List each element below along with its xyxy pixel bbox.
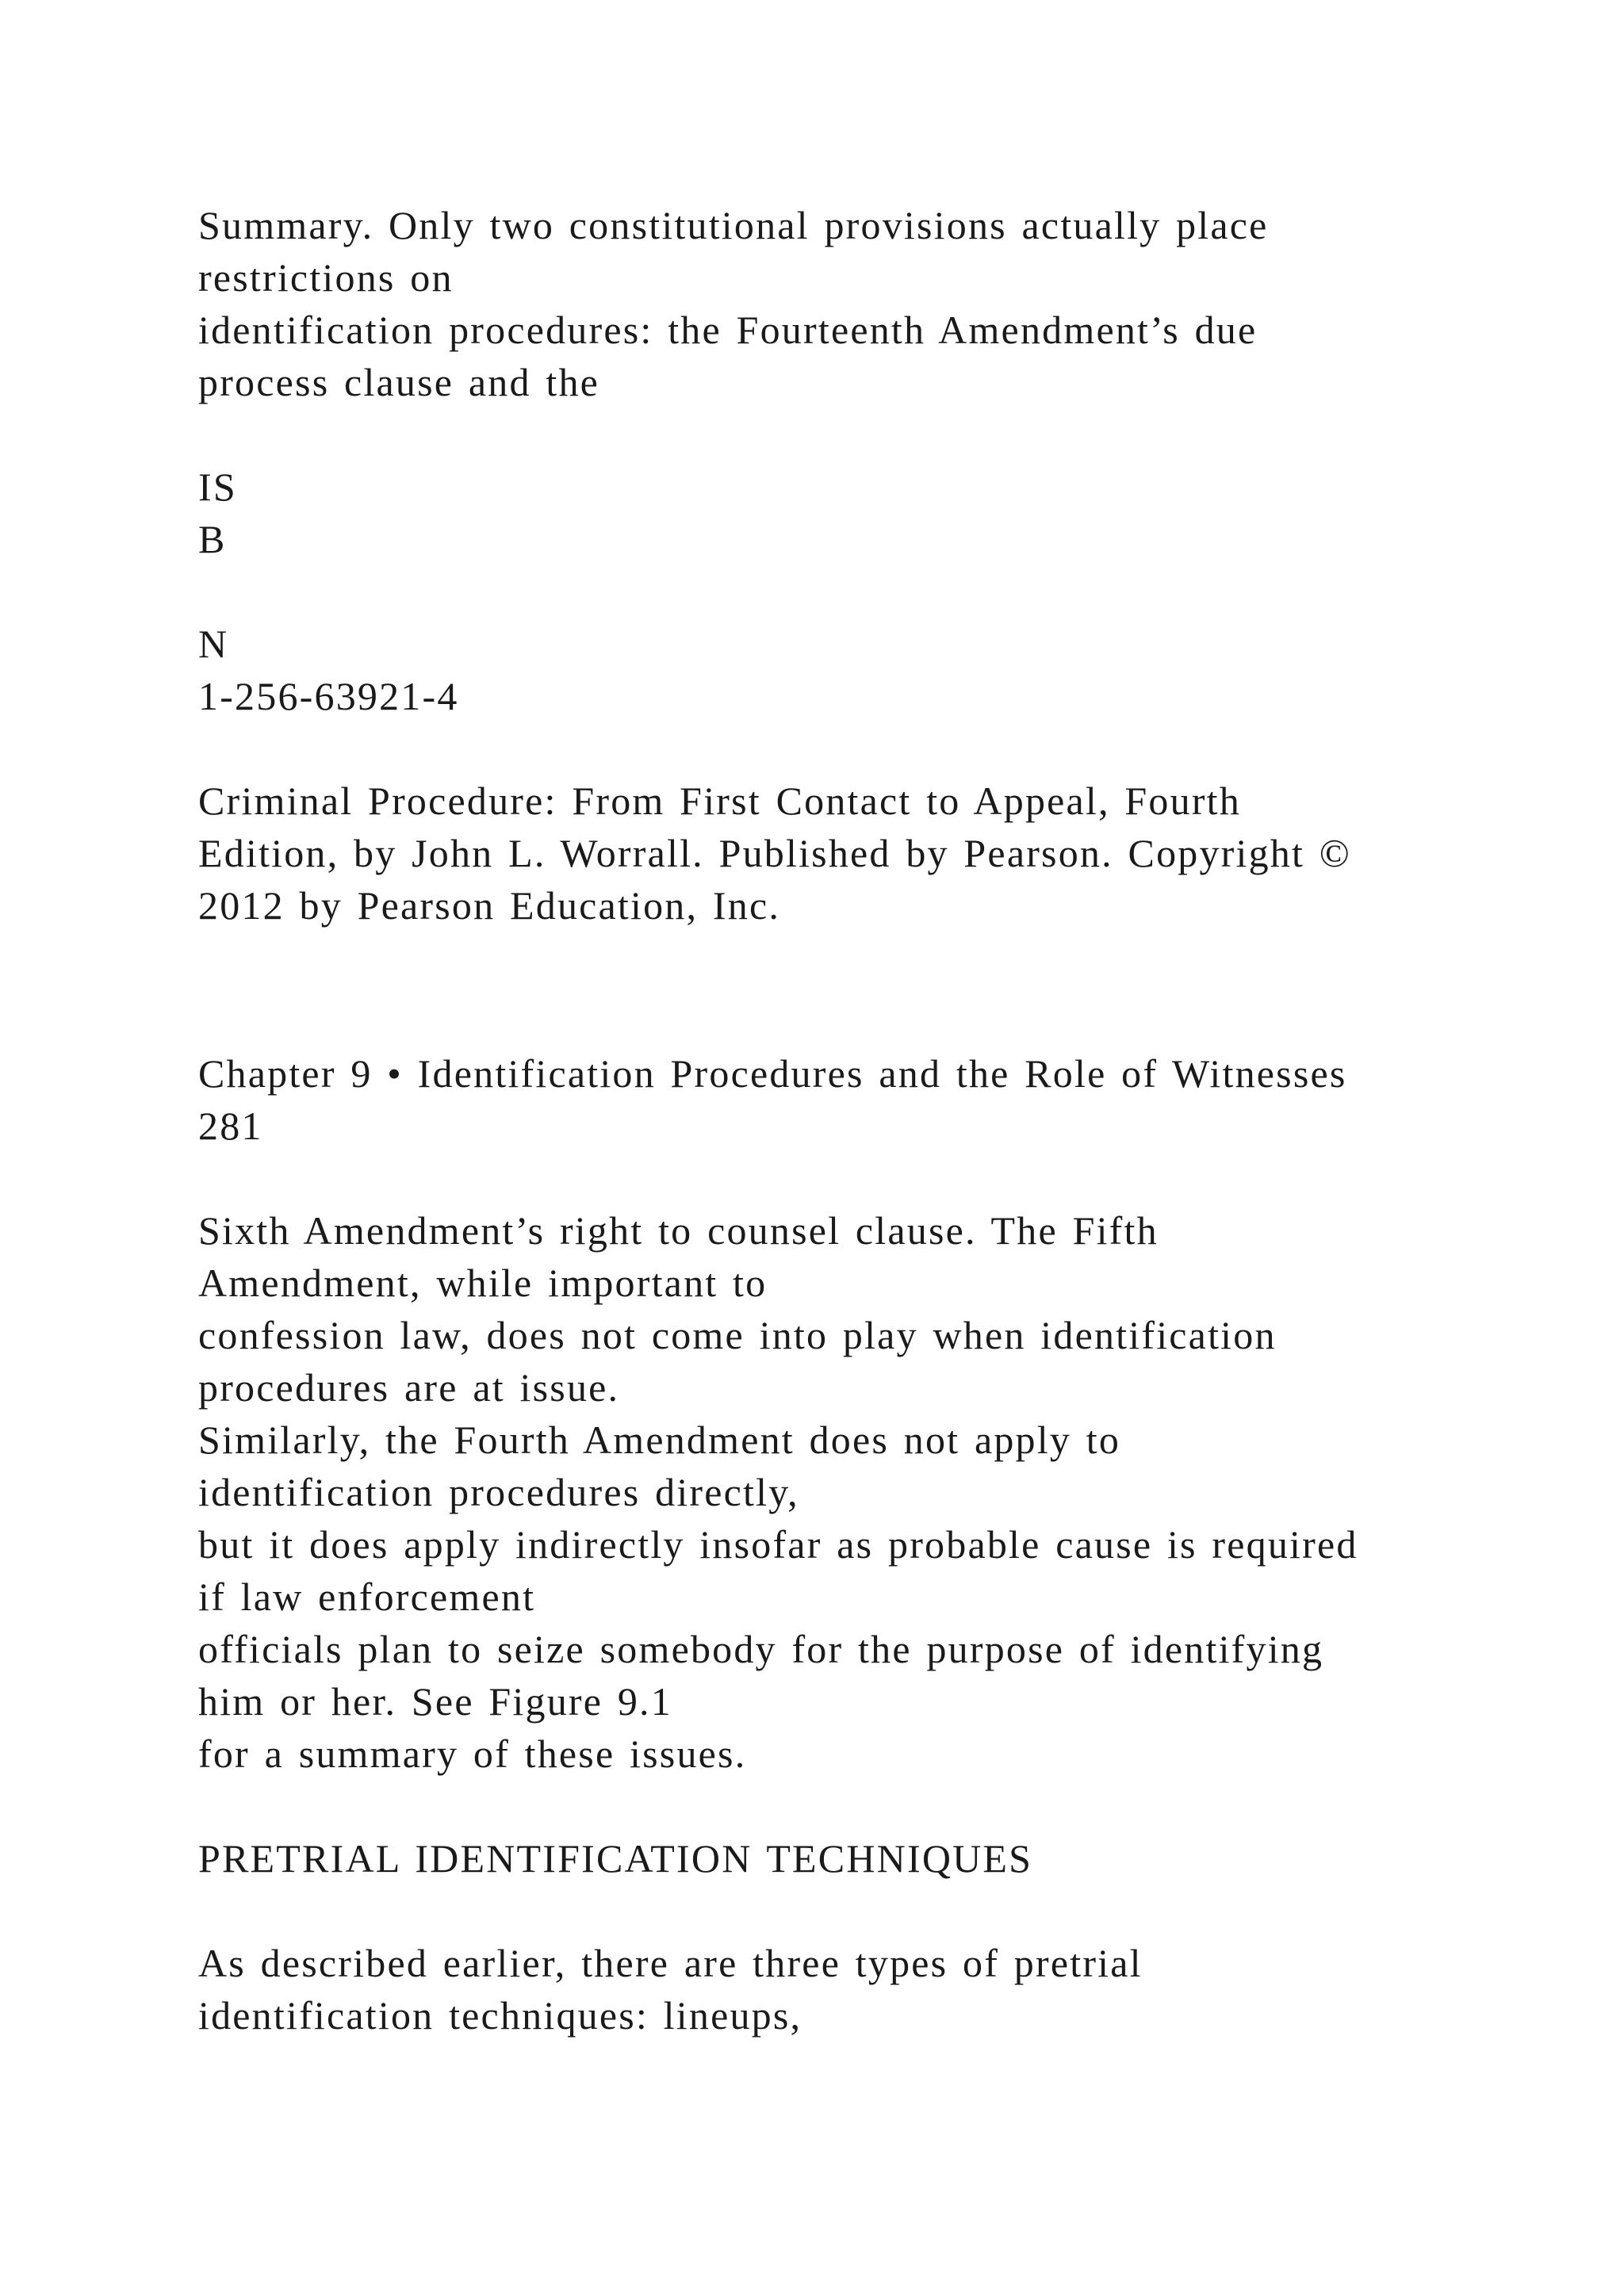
- summary-line: restrictions on: [198, 255, 454, 300]
- summary-line: Summary. Only two constitutional provisions actually place: [198, 203, 1269, 247]
- copyright-line: Criminal Procedure: From First Contact to Appeal, Fourth: [198, 779, 1241, 823]
- section-heading: PRETRIAL IDENTIFICATION TECHNIQUES: [198, 1836, 1033, 1881]
- page-number: 281: [198, 1104, 263, 1148]
- isbn-line: N: [198, 622, 229, 666]
- body-line: for a summary of these issues.: [198, 1732, 747, 1776]
- body-line: officials plan to seize somebody for the purpose of identifying: [198, 1627, 1324, 1671]
- copyright-line: Edition, by John L. Worrall. Published by Pearson. Copyright ©: [198, 831, 1351, 875]
- body-line: confession law, does not come into play when identification: [198, 1313, 1277, 1357]
- copyright-line: 2012 by Pearson Education, Inc.: [198, 883, 781, 928]
- body-line: Similarly, the Fourth Amendment does not apply to: [198, 1418, 1121, 1462]
- isbn-line: IS: [198, 465, 237, 509]
- body-line: procedures are at issue.: [198, 1365, 620, 1410]
- chapter-header: Chapter 9 • Identification Procedures and the Role of Witnesses: [198, 1051, 1347, 1096]
- body-line: Sixth Amendment’s right to counsel clause. The Fifth: [198, 1208, 1159, 1253]
- summary-line: identification procedures: the Fourteenth Amendment’s due: [198, 308, 1258, 352]
- isbn-number: 1-256-63921-4: [198, 674, 459, 718]
- body-line: but it does apply indirectly insofar as probable cause is required: [198, 1522, 1358, 1567]
- body-line: if law enforcement: [198, 1575, 536, 1619]
- body-line: As described earlier, there are three types of pretrial: [198, 1941, 1143, 1985]
- body-line: Amendment, while important to: [198, 1261, 768, 1305]
- body-line: him or her. See Figure 9.1: [198, 1679, 672, 1724]
- isbn-line: B: [198, 517, 227, 561]
- body-line: identification procedures directly,: [198, 1470, 799, 1514]
- summary-line: process clause and the: [198, 360, 600, 404]
- body-line: identification techniques: lineups,: [198, 1993, 802, 2038]
